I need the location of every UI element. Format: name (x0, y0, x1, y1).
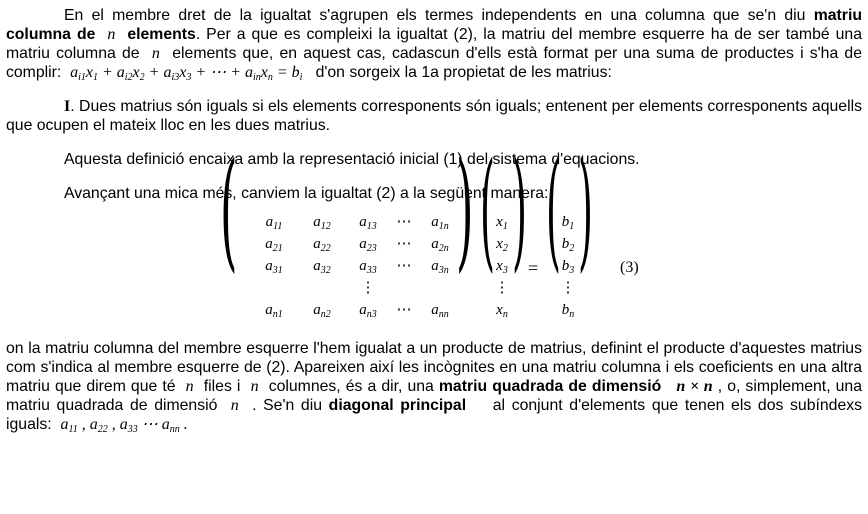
matrix-cell: $a_{nn}$ (431, 302, 449, 320)
vector-cell: $x_2$ (496, 236, 508, 254)
vector-cell: ⋮ (560, 280, 576, 296)
matrix-cell: $a_{1n}$ (431, 214, 449, 232)
matrix-cell: $a_{3n}$ (431, 258, 449, 276)
text: En el membre dret de la igualtat s'agrupen els termes independents en una columna que se'n diu (64, 7, 806, 24)
matrix-cell: $a_{33}$ (359, 258, 377, 276)
vector-cell: $b_1$ (561, 214, 575, 232)
vector-cell: $x_1$ (496, 214, 508, 232)
text: d'on sorgeix la 1a propietat de les matrius: (315, 64, 612, 81)
paragraph-4: Avançant una mica més, canviem la igualtat (2) a la següent manera: (64, 185, 549, 202)
vector-cell: $b_3$ (561, 258, 575, 276)
matrix-cell: ⋯ (396, 236, 412, 252)
vector-cell: ⋮ (494, 280, 510, 296)
matrix-cell: $a_{n1}$ (265, 302, 283, 320)
vector-cell: $b_n$ (561, 302, 575, 320)
formula-sum: $a_{i1}x_1 + a_{i2}x_2 + a_{i3}x_3$ + ⋯ + $a_{in}x_n = b_i$ (70, 64, 303, 83)
text: on la matriu columna del membre esquerre l'hem igualat a un producte de matrius, definint el producte d'aquestes matrius com s'indica al membre esquerre de (2). Apareixen així les incògnites en una matriu columna i els coeficients en una altra matriu que direm que té (6, 340, 862, 395)
matrix-cell: ⋯ (396, 214, 412, 230)
matrix-cell: ⋮ (360, 280, 376, 296)
text: al conjunt d'elements que tenen els dos subíndexs iguals: (6, 397, 863, 433)
right-paren: ) (456, 136, 474, 285)
math-n: n (230, 397, 239, 414)
matrix-cell: $a_{11}$ (265, 214, 283, 232)
paragraph-2 (6, 97, 862, 135)
math-n: n (107, 26, 116, 43)
matrix-cell: $a_{23}$ (359, 236, 377, 254)
math-n: n (151, 45, 160, 62)
matrix-cell: ⋯ (396, 302, 412, 318)
equation-number: (3) (620, 259, 639, 276)
matrix-cell: $a_{21}$ (265, 236, 283, 254)
left-paren: ( (480, 136, 495, 285)
paragraph-3: Aquesta definició encaixa amb la representació inicial (1) del sistema d'equacions. (64, 151, 640, 168)
document-page (6, 6, 862, 434)
matrix-cell: $a_{31}$ (265, 258, 283, 276)
matrix-cell: $a_{n2}$ (313, 302, 331, 320)
property-number: I (64, 98, 71, 115)
math-n: n (185, 378, 194, 395)
bold-term: elements (127, 26, 196, 43)
bold-term: matriu quadrada de dimensió (438, 378, 662, 395)
matrix-cell: $a_{32}$ (313, 258, 331, 276)
matrix-cell: $a_{12}$ (313, 214, 331, 232)
equals-sign: = (528, 258, 539, 278)
right-paren: ) (512, 136, 527, 285)
text: files i (203, 378, 241, 395)
left-paren: ( (546, 136, 561, 285)
matrix-cell: $a_{22}$ (313, 236, 331, 254)
bold-term: diagonal principal (328, 397, 467, 414)
matrix-cell: $a_{13}$ (359, 214, 377, 232)
paragraph-1 (6, 6, 862, 82)
text: . Dues matrius són iguals si els elements corresponents són iguals; entenent per elements corresponents aquells que ocupen el mateix lloc en les dues matrius. (6, 98, 862, 134)
left-paren: ( (220, 136, 238, 285)
text: . Se'n diu (252, 397, 322, 414)
vector-cell: $x_3$ (496, 258, 508, 276)
vector-cell: $b_2$ (561, 236, 575, 254)
diagonal-elements: $a_{11}$ , $a_{22}$ , $a_{33}$ ⋯ $a_{nn}$ . (60, 416, 188, 435)
vector-cell: $x_n$ (496, 302, 508, 320)
text: , o, simplement, una matriu quadrada de dimensió (6, 378, 863, 414)
bold-term: matriu columna de (6, 7, 862, 43)
math-dimension: n × n (676, 378, 713, 395)
right-paren: ) (578, 136, 593, 285)
matrix-cell: ⋯ (396, 258, 412, 274)
paragraph-5 (6, 339, 862, 434)
math-n: n (250, 378, 259, 395)
text: . Per a que es compleixi la igualtat (2), la matriu del membre esquerre ha de ser també una matriu columna de (6, 26, 862, 62)
matrix-cell: $a_{n3}$ (359, 302, 377, 320)
text: elements que, en aquest cas, cadascun d'ells està format per una suma de productes i s'ha de complir: (6, 45, 862, 81)
text: columnes, és a dir, una (268, 378, 434, 395)
matrix-cell: $a_{2n}$ (431, 236, 449, 254)
